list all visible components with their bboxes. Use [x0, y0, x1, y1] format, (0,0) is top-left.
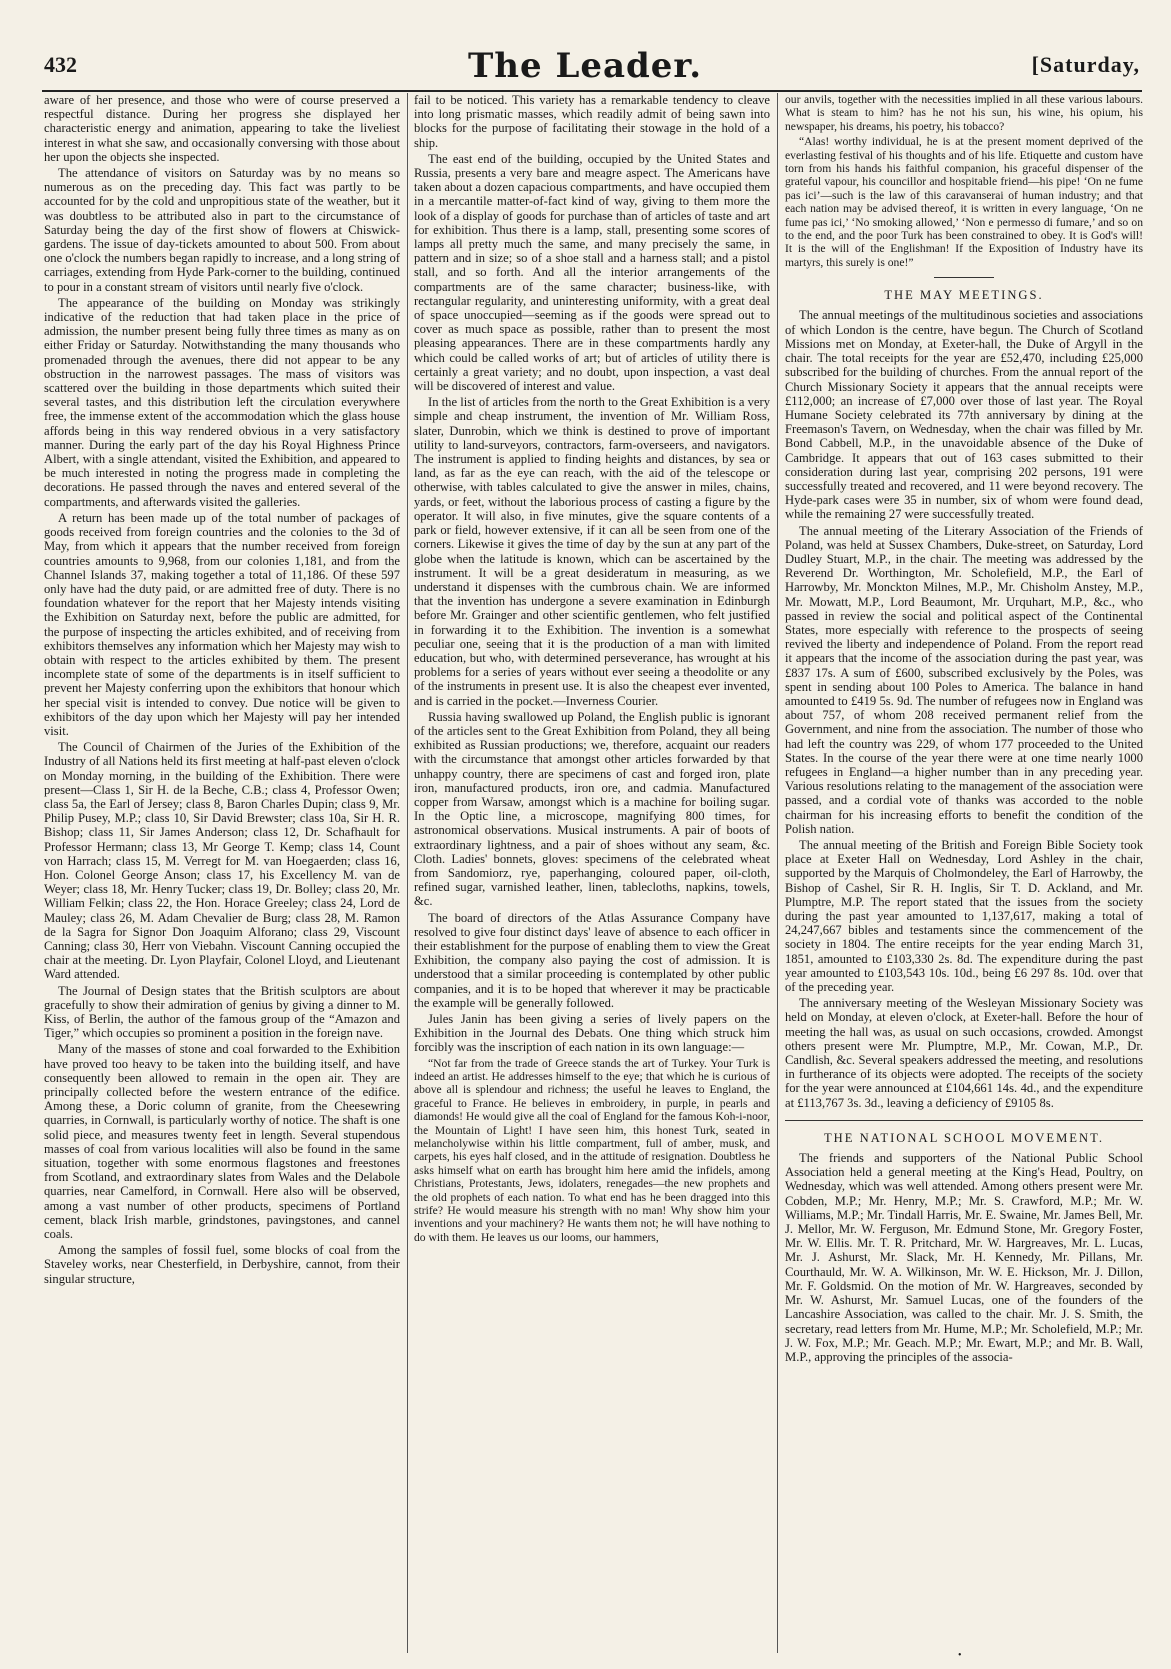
article-paragraph: The Journal of Design states that the British sculptors are about gracefully to show their admiration of genius by giving a dinner to M. Kiss, of Berlin, the author of the famous group of the “Amazon and Tiger,” which occupies so prominent a position in the foreign nave. — [44, 983, 400, 1041]
column-one — [44, 93, 400, 1653]
section-heading-national-school: THE NATIONAL SCHOOL MOVEMENT. — [823, 1130, 1104, 1145]
section-heading-may-meetings: THE MAY MEETINGS. — [884, 288, 1044, 303]
article-paragraph: Among the samples of fossil fuel, some blocks of coal from the Staveley works, near Chesterfield, in Derbyshire, cannot, from their singular structure, — [44, 1243, 400, 1286]
article-paragraph: The board of directors of the Atlas Assurance Company have resolved to give four distinct days' leave of absence to each officer in their establishment for the purpose of enabling them to view the Great Exhibition, the company also paying the cost of admission. It is understood that a similar proceeding is contemplated by other public companies, and it is to be hoped that wherever it may be practicable the example will be generally followed. — [414, 910, 770, 1010]
article-paragraph: The anniversary meeting of the Wesleyan Missionary Society was held on Monday, at eleven o'clock, at Exeter-hall. Before the hour of meeting the hall was, as usual on such occasions, crowded. Amongst others present were Mr. Plumptre, M.P., Mr. Cowan, M.P., Dr. Candlish, &c. Several speakers addressed the meeting, and resolutions in furtherance of its objects were adopted. The receipts of the society for the year were announced at £104,661 14s. 4d., and the expenditure at £113,767 3s. 3d., leaving a deficiency of £9105 8s. — [785, 996, 1143, 1110]
article-paragraph: aware of her presence, and those who were of course preserved a respectful distance. During her progress she displayed her characteristic energy and animation, appearing to take the liveliest interest in what she saw, and occasionally conversing with those about her upon the objects she inspected. — [44, 93, 400, 164]
article-paragraph: Many of the masses of stone and coal forwarded to the Exhibition have proved too heavy to be taken into the building itself, and have consequently been allowed to remain in the open air. They are principally collected before the western entrance of the edifice. Among these, a Doric column of granite, from the Cheesewring quarries, in Cornwall, is particularly worthy of notice. The shaft is one solid piece, and measures twenty feet in length. Several stupendous masses of coal from various localities will also be found in the same situation, together with some enormous flagstones and freestones from Scotland, and extraordinary slates from Wales and the Delabole quarries, near Camelford, in Cornwall. Here also will be observed, among a vast number of other products, specimens of Portland cement, black Irish marble, grindstones, pavingstones, and cannel coals. — [44, 1042, 400, 1242]
article-paragraph: The east end of the building, occupied by the United States and Russia, presents a very bare and meagre aspect. The Americans have taken about a dozen capacious compartments, and have occupied them in a mercantile matter-of-fact kind of way, giving to them more the look of a display of goods for purchase than of articles of taste and art for exhibition. Thus there is a lamp, stall, presenting some scores of lamps all pretty much the same, and many precisely the same, in pattern and in size; so of a shoe stall and a harness stall; and a pistol stall, and so forth. And all the interior arrangements of the compartments are of the same character; business-like, with rectangular regularity, and uninteresting uniformity, with a great deal of space unoccupied—seeming as if the goods were spread out to cover as much space as possible, rather than to present the most pleasing appearances. There are in these compartments hardly any which could be called works of art; but of articles of utility there is certainly a great variety; and no doubt, upon inspection, a vast deal will be discovered of interest and value. — [414, 151, 770, 394]
article-paragraph: The friends and supporters of the National Public School Association held a general meeting at the King's Head, Poultry, on Wednesday, which was well attended. Among others present were Mr. Cobden, M.P.; Mr. Henry, M.P.; Mr. S. Crawford, M.P.; Mr. W. Williams, M.P.; Mr. Tindall Harris, Mr. E. Swaine, Mr. James Bell, Mr. J. Mellor, Mr. W. Ferguson, Mr. Edmund Stone, Mr. Gregory Foster, Mr. W. Ellis. Mr. T. R. Pritchard, Mr. W. Hargreaves, Mr. L. Lucas, Mr. J. Ashurst, Mr. Slack, Mr. H. Kennedy, Mr. Pillans, Mr. Courthauld, Mr. W. A. Wilkinson, Mr. W. E. Hickson, Mr. J. Dillon, Mr. F. Goldsmid. On the motion of Mr. W. Hargreaves, seconded by Mr. W. Ashurst, Mr. Samuel Lucas, one of the founders of the Lancashire Association, was called to the chair. Mr. J. S. Smith, the secretary, read letters from Mr. Hume, M.P.; Mr. Scholefield, M.P.; Mr. J. W. Fox, M.P.; Mr. Geach. M.P.; Mr. Ewart, M.P.; and Mr. B. Wall, M.P., approving the principles of the associa- — [785, 1151, 1143, 1364]
page-number: 432 — [44, 52, 77, 77]
article-paragraph: In the list of articles from the north to the Great Exhibition is a very simple and cheap instrument, the invention of Mr. William Ross, slater, Dunrobin, which we think is destined to prove of important utility to land-surveyors, contractors, farm-overseers, and navigators. The instrument is applied to finding heights and distances, by sea or land, as far as the eye can reach, with the aid of the telescope or otherwise, with tables calculated to give the answer in miles, chains, yards, or feet, without the laborious process of casting a figure by the operator. It will also, in five minutes, give the square contents of a park or field, however extensive, if it can all be seen from one of the corners. Likewise it gives the time of day by the sun at any part of the globe when the latitude is known, which can be ascertained by the instrument. It will be a great desideratum in measuring, as we understand it dispenses with the cumbrous chain. We are informed that the invention has undergone a severe examination in Edinburgh before Mr. Grainger and other scientific gentlemen, who felt justified in forwarding it to the Exhibition. The invention is a somewhat peculiar one, seeing that it is the production of a man with limited education, but who, with determined perseverance, has wrought at his problems for a series of years without ever seeing a theodolite or any of the instruments in present use. It is also the cheapest ever invented, and is carried in the pocket.—Inverness Courier. — [414, 395, 770, 708]
print-mark: • — [958, 1650, 962, 1661]
article-paragraph: The annual meeting of the Literary Association of the Friends of Poland, was held at Sussex Chambers, Duke-street, on Saturday, Lord Dudley Stuart, M.P., in the chair. The meeting was addressed by the Reverend Dr. Worthington, Mr. Scholefield, M.P., the Earl of Harrowby, Mr. Monckton Milnes, M.P., Mr. Chisholm Anstey, M.P., Mr. Mowatt, M.P., Lord Beaumont, Mr. Urquhart, M.P., &c., who passed in review the social and political aspect of the Continental States, more especially with reference to the prospects of seeing revived the liberty and independence of Poland. From the report read it appears that the income of the association during the past year, was £837 17s. A sum of £600, subscribed exclusively by the Poles, was spent in sending about 100 Poles to America. The balance in hand amounted to £419 5s. 9d. The number of refugees now in England was about 757, of whom 208 received permanent relief from the Government, and nine from the association. The number of those who had left the country was 229, of whom 177 proceeded to the United States. In the course of the year there were at one time nearly 1000 refugees in England—a higher number than in any preceding year. Various resolutions relating to the management of the association were passed, and a cordial vote of thanks was accorded to the noble chairman for his increasing efforts to benefit the condition of the Polish nation. — [785, 523, 1143, 836]
quoted-passage: “Alas! worthy individual, he is at the present moment deprived of the everlasting festival of his thoughts and of his life. Etiquette and custom have torn from his hands his faithful companion, his graceful dispenser of the grateful vapour, his councillor and hospitable friend—his pipe! ‘On ne fume pas ici’—such is the law of this caravanserai of human industry; and that each nation may be advised thereof, it is written in every language, ‘On ne fume pas ici,’ ‘No smoking allowed,’ ‘Non e permesso di fumare,’ and so on to the end, and the poor Turk has been constrained to obey. It is God's will! It is the will of the Englishman! If the Exposition of Industry have its martyrs, this surely is one!” — [785, 135, 1143, 269]
header-rule — [42, 90, 1142, 92]
article-paragraph: The attendance of visitors on Saturday was by no means so numerous as on the preceding day. This fact was partly to be accounted for by the cold and unpropitious state of the weather, but it was doubtless to be attributed also in part to the circumstance of Saturday being the day of the first show of flowers at Chiswick-gardens. The issue of day-tickets amounted to about 500. From about one o'clock the numbers began rapidly to increase, and a long string of carriages, extending from Hyde Park-corner to the building, continued to pour in a constant stream of visitors until nearly five o'clock. — [44, 166, 400, 294]
column-divider — [777, 93, 778, 1653]
quoted-passage: “Not far from the trade of Greece stands the art of Turkey. Your Turk is indeed an artist. He addresses himself to the eye; that which he is curious of above all is splendour and richness; the useful he leaves to England, the graceful to France. He believes in embroidery, in purple, in pearls and diamonds! He would give all the coal of England for the famous Koh-i-noor, the Mountain of Light! I have seen him, this honest Turk, seated in melancholywise within his little compartment, full of amber, musk, and carpets, his eyes half closed, and in the attitude of resignation. Doubtless he asks himself what on earth has brought him here amid the infidels, among Christians, Protestants, Jews, idolaters, renegades—the new prophets and the old prophets of each nation. To what end has he been dragged into this strife? He would measure his strength with no man! Why show him your inventions and your machinery? He wants them not; he will have nothing to do with them. He leaves us our looms, our hammers, — [414, 1056, 770, 1244]
article-paragraph: The Council of Chairmen of the Juries of the Exhibition of the Industry of all Nations held its first meeting at half-past eleven o'clock on Monday morning, in the building of the Exhibition. There were present—Class 1, Sir H. de la Beche, C.B.; class 4, Professor Owen; class 5a, the Earl of Jersey; class 8, Baron Charles Dupin; class 9, Mr. Philip Pusey, M.P.; class 10, Sir David Brewster; class 10a, Sir H. R. Bishop; class 11, Sir James Anderson; class 12, Dr. Schafhault for Professor Hermann; class 13, Mr George T. Kemp; class 14, Count von Harrach; class 15, M. Verregt for M. van Hoegaerden; class 16, Hon. Colonel George Anson; class 17, his Excellency M. van de Weyer; class 18, Mr. Henry Tucker; class 19, Dr. Bolley; class 20, Mr. William Felkin; class 22, the Hon. Horace Greeley; class 24, Lord de Mauley; class 26, M. Adam Chevalier de Burg; class 28, M. Ramon de la Sagra for Signor Don Joaquim Alforano; class 29, Viscount Canning; class 30, Herr von Viebahn. Viscount Canning occupied the chair at the meeting. Dr. Lyon Playfair, Colonel Lloyd, and Lieutenant Ward attended. — [44, 740, 400, 982]
page-header — [30, 46, 1140, 86]
masthead-title: The Leader. — [467, 46, 703, 86]
article-paragraph: The appearance of the building on Monday was strikingly indicative of the reduction that had taken place in the price of admission, the number present being fully three times as many as on either Friday or Saturday. Notwithstanding the many thousands who promenaded through the avenues, there did not appear to be any obstruction in the narrowest passages. The mass of visitors was scattered over the building in those departments which suited their several tastes, and this distribution left the circulation everywhere free, the immense extent of the accommodation which the glass house affords being in this way rendered obvious in a very satisfactory manner. During the early part of the day his Royal Highness Prince Albert, with a single attendant, visited the Exhibition, and appeared to be much interested in noting the progress made in completing the decorations. He passed through the naves and entered several of the compartments, and afterwards visited the galleries. — [44, 295, 400, 509]
issue-day: [Saturday, — [1031, 52, 1140, 77]
column-divider — [407, 93, 408, 1653]
article-paragraph: The annual meetings of the multitudinous societies and associations of which London is the centre, have begun. The Church of Scotland Missions met on Monday, at Exeter-hall, the Duke of Argyll in the chair. The total receipts for the year are £52,470, including £25,000 subscribed for the building of churches. From the annual report of the Church Missionary Society it appears that the annual receipts were £112,000; an increase of £7,000 over those of last year. The Royal Humane Society celebrated its 77th anniversary by dining at the Freemason's Tavern, on Wednesday, when the chair was filled by Mr. Bond Cabbell, M.P., in the unavoidable absence of the Duke of Cambridge. It appears that out of 163 cases submitted to their consideration during last year, comprising 202 persons, 191 were successfully treated and recovered, and 11 were beyond recovery. The Hyde-park cases were 35 in number, six of whom were found dead, while the remaining 27 were successfully treated. — [785, 308, 1143, 522]
article-paragraph: Jules Janin has been giving a series of lively papers on the Exhibition in the Journal des Debats. One thing which struck him forcibly was the inscription of each nation in its own language:— — [414, 1012, 770, 1055]
column-three — [785, 93, 1143, 1653]
article-paragraph: The annual meeting of the British and Foreign Bible Society took place at Exeter Hall on Wednesday, Lord Ashley in the chair, supported by the Marquis of Cholmondeley, the Earl of Harrowby, the Bishop of Cashel, Sir R. H. Inglis, Sir T. D. Ackland, and Mr. Plumptre, M.P. The report stated that the issues from the society during the past year amounted to 1,137,617, making a total of 24,247,667 bibles and testaments since the commencement of the society in 1804. The entire receipts for the year ending March 31, 1851, amounted to £103,330 2s. 8d. The expenditure during the past year amounted to £103,543 10s. 10d., being £6 297 8s. 10d. over that of the preceding year. — [785, 838, 1143, 995]
quoted-passage: our anvils, together with the necessities implied in all these various labours. What is steam to him? has he not his sun, his wine, his opium, his newspaper, his dreams, his poetry, his tobacco? — [785, 93, 1143, 133]
article-paragraph: fail to be noticed. This variety has a remarkable tendency to cleave into long prismatic masses, which readily admit of being sawn into blocks for the purpose of facilitating their stowage in the hold of a ship. — [414, 93, 770, 150]
section-rule — [934, 277, 994, 278]
section-rule — [785, 1120, 1143, 1121]
article-paragraph: A return has been made up of the total number of packages of goods received from foreign countries and the colonies to the 3d of May, from which it appears that the number received from foreign countries amounts to 9,968, from our colonies 1,181, and from the Channel Islands 37, making together a total of 11,186. Of these 597 only have had the duty paid, or are admitted free of duty. There is no foundation whatever for the report that her Majesty intends visiting the Exhibition on Saturday next, before the public are admitted, for the purpose of inspecting the articles exhibited, and of receiving from exhibitors themselves any information which her Majesty may wish to obtain with respect to the articles exhibited by them. The present incomplete state of some of the departments is in itself sufficient to prevent her Majesty conferring upon the exhibitors that honour which her special visit is intended to convey. Due notice will be given to exhibitors of the day upon which her Majesty will pay her intended visit. — [44, 510, 400, 738]
column-two — [414, 93, 770, 1653]
article-paragraph: Russia having swallowed up Poland, the English public is ignorant of the articles sent to the Great Exhibition from Poland, they all being exhibited as Russian productions; we, therefore, acquaint our readers with the circumstance that amongst other articles forwarded by that unhappy country, there are specimens of cast and forged iron, plate iron, manufactured products, iron ore, and cadmia. Manufactured copper from Warsaw, amongst which is a machine for boiling sugar. In the Optic line, a microscope, magnifying 800 times, for astronomical observations. Musical instruments. A pair of boots of extraordinary lightness, and a pair of shoes without any seam, &c. Cloth. Ladies' bonnets, gloves: specimens of the celebrated wheat from Sandomiorz, rye, paperhanging, coloured paper, oil-cloth, refined sugar, varnished leather, linen, tablecloths, napkins, towels, &c. — [414, 709, 770, 909]
